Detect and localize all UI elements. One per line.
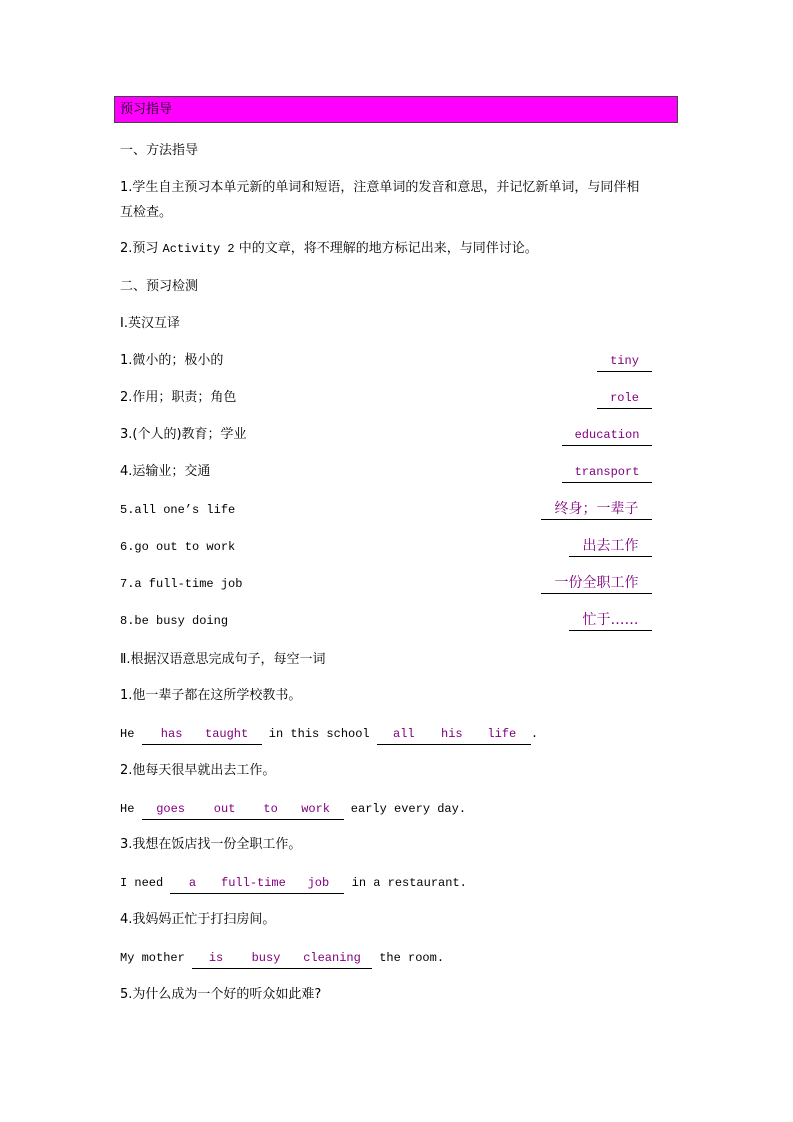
sentence-question-1: 1.他一辈子都在这所学校教书。 <box>120 688 302 703</box>
sentence-question-4: 4.我妈妈正忙于打扫房间。 <box>120 912 276 927</box>
section-header-title: 预习指导 <box>120 102 173 117</box>
vocab-answer-7: 一份全职工作 <box>541 575 652 594</box>
sentence-1-blank-1-word-2: taught <box>205 727 249 741</box>
sentence-4-blank-1-word-1: is <box>208 951 224 965</box>
sentence-4-pre: My mother <box>120 951 193 965</box>
method-paragraph-2 <box>120 239 538 259</box>
section-header <box>114 96 678 123</box>
vocab-answer-6: 出去工作 <box>569 538 652 557</box>
part2-title: Ⅱ.根据汉语意思完成句子，每空一词 <box>120 652 326 667</box>
vocab-answer-1: tiny <box>597 353 652 372</box>
sentence-4-post: the room. <box>372 951 445 965</box>
sentence-question-5: 5.为什么成为一个好的听众如此难? <box>120 987 322 1002</box>
sentence-answer-1 <box>120 724 538 745</box>
method-paragraph-1-line1: 1.学生自主预习本单元新的单词和短语，注意单词的发音和意思，并记忆新单词，与同伴相 <box>120 180 640 195</box>
sentence-4-blank-1 <box>192 950 372 969</box>
sentence-2-blank-1 <box>142 801 344 820</box>
sentence-answer-2 <box>120 799 466 820</box>
vocab-answer-2: role <box>597 390 652 409</box>
method-guide-title: 一、方法指导 <box>120 143 199 158</box>
sentence-3-pre: I need <box>120 876 171 890</box>
vocab-answer-3: education <box>562 427 652 446</box>
sentence-1-blank-2-word-3: life <box>487 727 517 741</box>
vocab-question-8: 8.be busy doing <box>120 614 229 628</box>
vocab-question-7: 7.a full-time job <box>120 577 243 591</box>
sentence-1-blank-2-word-1: all <box>393 727 415 741</box>
sentence-1-pre: He <box>120 727 142 741</box>
sentence-1-blank-1-word-1: has <box>160 727 183 741</box>
sentence-2-pre: He <box>120 802 142 816</box>
method-paragraph-2-b: Activity 2 <box>162 242 235 256</box>
vocab-answer-4: transport <box>562 464 652 483</box>
vocab-question-2: 2.作用；职责；角色 <box>120 390 237 405</box>
sentence-2-blank-1-word-1: goes <box>156 802 186 816</box>
sentence-1-blank-1 <box>142 726 262 745</box>
sentence-2-post: early every day. <box>343 802 467 816</box>
sentence-3-blank-1-word-3: job <box>307 876 330 890</box>
vocab-question-4: 4.运输业；交通 <box>120 464 211 479</box>
vocab-question-6: 6.go out to work <box>120 540 236 554</box>
sentence-1-blank-2 <box>377 726 531 745</box>
preview-check-title: 二、预习检测 <box>120 279 199 294</box>
vocab-answer-8: 忙于…… <box>569 612 652 631</box>
sentence-3-post: in a restaurant. <box>344 876 467 890</box>
vocab-question-1: 1.微小的；极小的 <box>120 353 224 368</box>
sentence-3-blank-1-word-1: a <box>188 876 197 890</box>
sentence-answer-4 <box>120 948 444 969</box>
method-paragraph-1-line2: 互检查。 <box>120 205 173 220</box>
vocab-question-3: 3.(个人的)教育；学业 <box>120 427 247 442</box>
sentence-1-post: . <box>530 727 539 741</box>
sentence-2-blank-1-word-3: to <box>263 802 278 816</box>
sentence-1-blank-2-word-2: his <box>441 727 463 741</box>
sentence-2-blank-1-word-4: work <box>301 802 331 816</box>
sentence-answer-3 <box>120 873 467 894</box>
sentence-4-blank-1-word-2: busy <box>251 951 281 965</box>
method-paragraph-2-a: 2.预习 <box>120 241 163 256</box>
sentence-3-blank-1-word-2: full-time <box>221 876 286 890</box>
sentence-1-mid: in this school <box>261 727 377 741</box>
method-paragraph-2-c: 中的文章，将不理解的地方标记出来，与同伴讨论。 <box>234 241 538 256</box>
part1-title: Ⅰ.英汉互译 <box>120 316 180 331</box>
sentence-3-blank-1 <box>170 875 344 894</box>
sentence-4-blank-1-word-3: cleaning <box>303 951 361 965</box>
sentence-2-blank-1-word-2: out <box>213 802 236 816</box>
sentence-question-2: 2.他每天很早就出去工作。 <box>120 763 276 778</box>
vocab-answer-5: 终身；一辈子 <box>541 501 652 520</box>
sentence-question-3: 3.我想在饭店找一份全职工作。 <box>120 837 302 852</box>
vocab-question-5: 5.all one’s life <box>120 503 236 517</box>
